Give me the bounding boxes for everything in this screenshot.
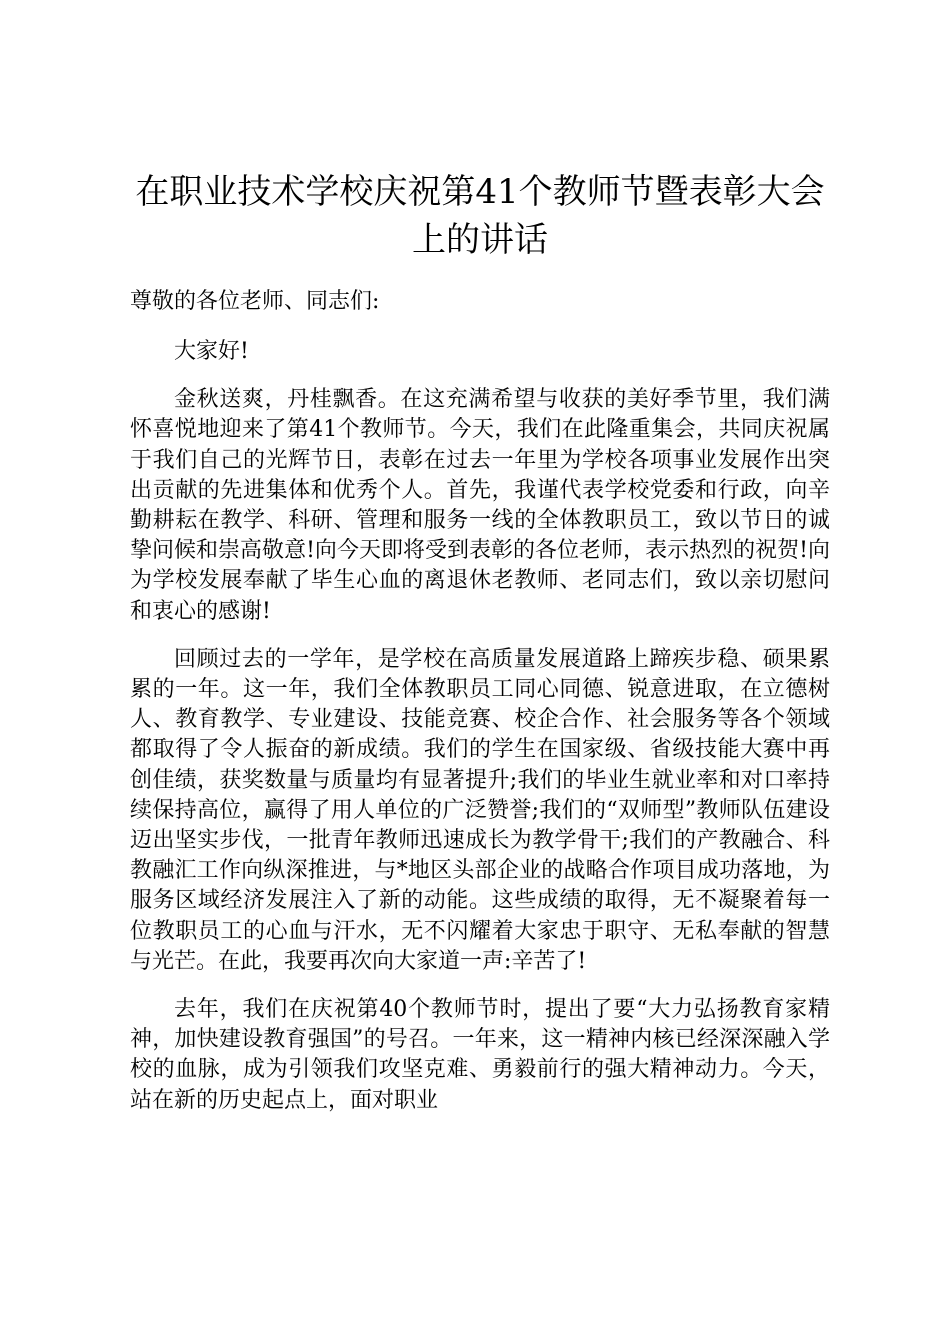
greeting: 大家好! [174, 339, 249, 364]
salutation: 尊敬的各位老师、同志们: [130, 289, 380, 314]
document-page [130, 168, 830, 1116]
body-paragraph-2: 回顾过去的一学年，是学校在高质量发展道路上蹄疾步稳、硕果累累的一年。这一年，我们全体教职员工同心同德、锐意进取，在立德树人、教育教学、专业建设、技能竞赛、校企合作、社会服务等各个领域都取得了令人振奋的新成绩。我们的学生在国家级、省级技能大赛中再创佳绩，获奖数量与质量均有显著提升;我们的毕业生就业率和对口率持续保持高位，赢得了用人单位的广泛赞誉;我们的“双师型”教师队伍建设迈出坚实步伐，一批青年教师迅速成长为教学骨干;我们的产教融合、科教融汇工作向纵深推进，与*地区头部企业的战略合作项目成功落地，为服务区域经济发展注入了新的动能。这些成绩的取得，无不凝聚着每一位教职员工的心血与汗水，无不闪耀着大家忠于职守、无私奉献的智慧与光芒。在此，我要再次向大家道一声:辛苦了! [130, 646, 830, 974]
body-paragraph-3: 去年，我们在庆祝第40个教师节时，提出了要“大力弘扬教育家精神，加快建设教育强国”的号召。一年来，这一精神内核已经深深融入学校的血脉，成为引领我们攻坚克难、勇毅前行的强大精神动力。今天，站在新的历史起点上，面对职业 [130, 997, 830, 1113]
document-title: 在职业技术学校庆祝第41个教师节暨表彰大会上的讲话 [135, 172, 825, 260]
body-paragraph-1: 金秋送爽，丹桂飘香。在这充满希望与收获的美好季节里，我们满怀喜悦地迎来了第41个教师节。今天，我们在此隆重集会，共同庆祝属于我们自己的光辉节日，表彰在过去一年里为学校各项事业发展作出突出贡献的先进集体和优秀个人。首先，我谨代表学校党委和行政，向辛勤耕耘在教学、科研、管理和服务一线的全体教职员工，致以节日的诚挚问候和崇高敬意!向今天即将受到表彰的各位老师，表示热烈的祝贺!向为学校发展奉献了毕生心血的离退休老教师、老同志们，致以亲切慰问和衷心的感谢! [130, 387, 830, 624]
